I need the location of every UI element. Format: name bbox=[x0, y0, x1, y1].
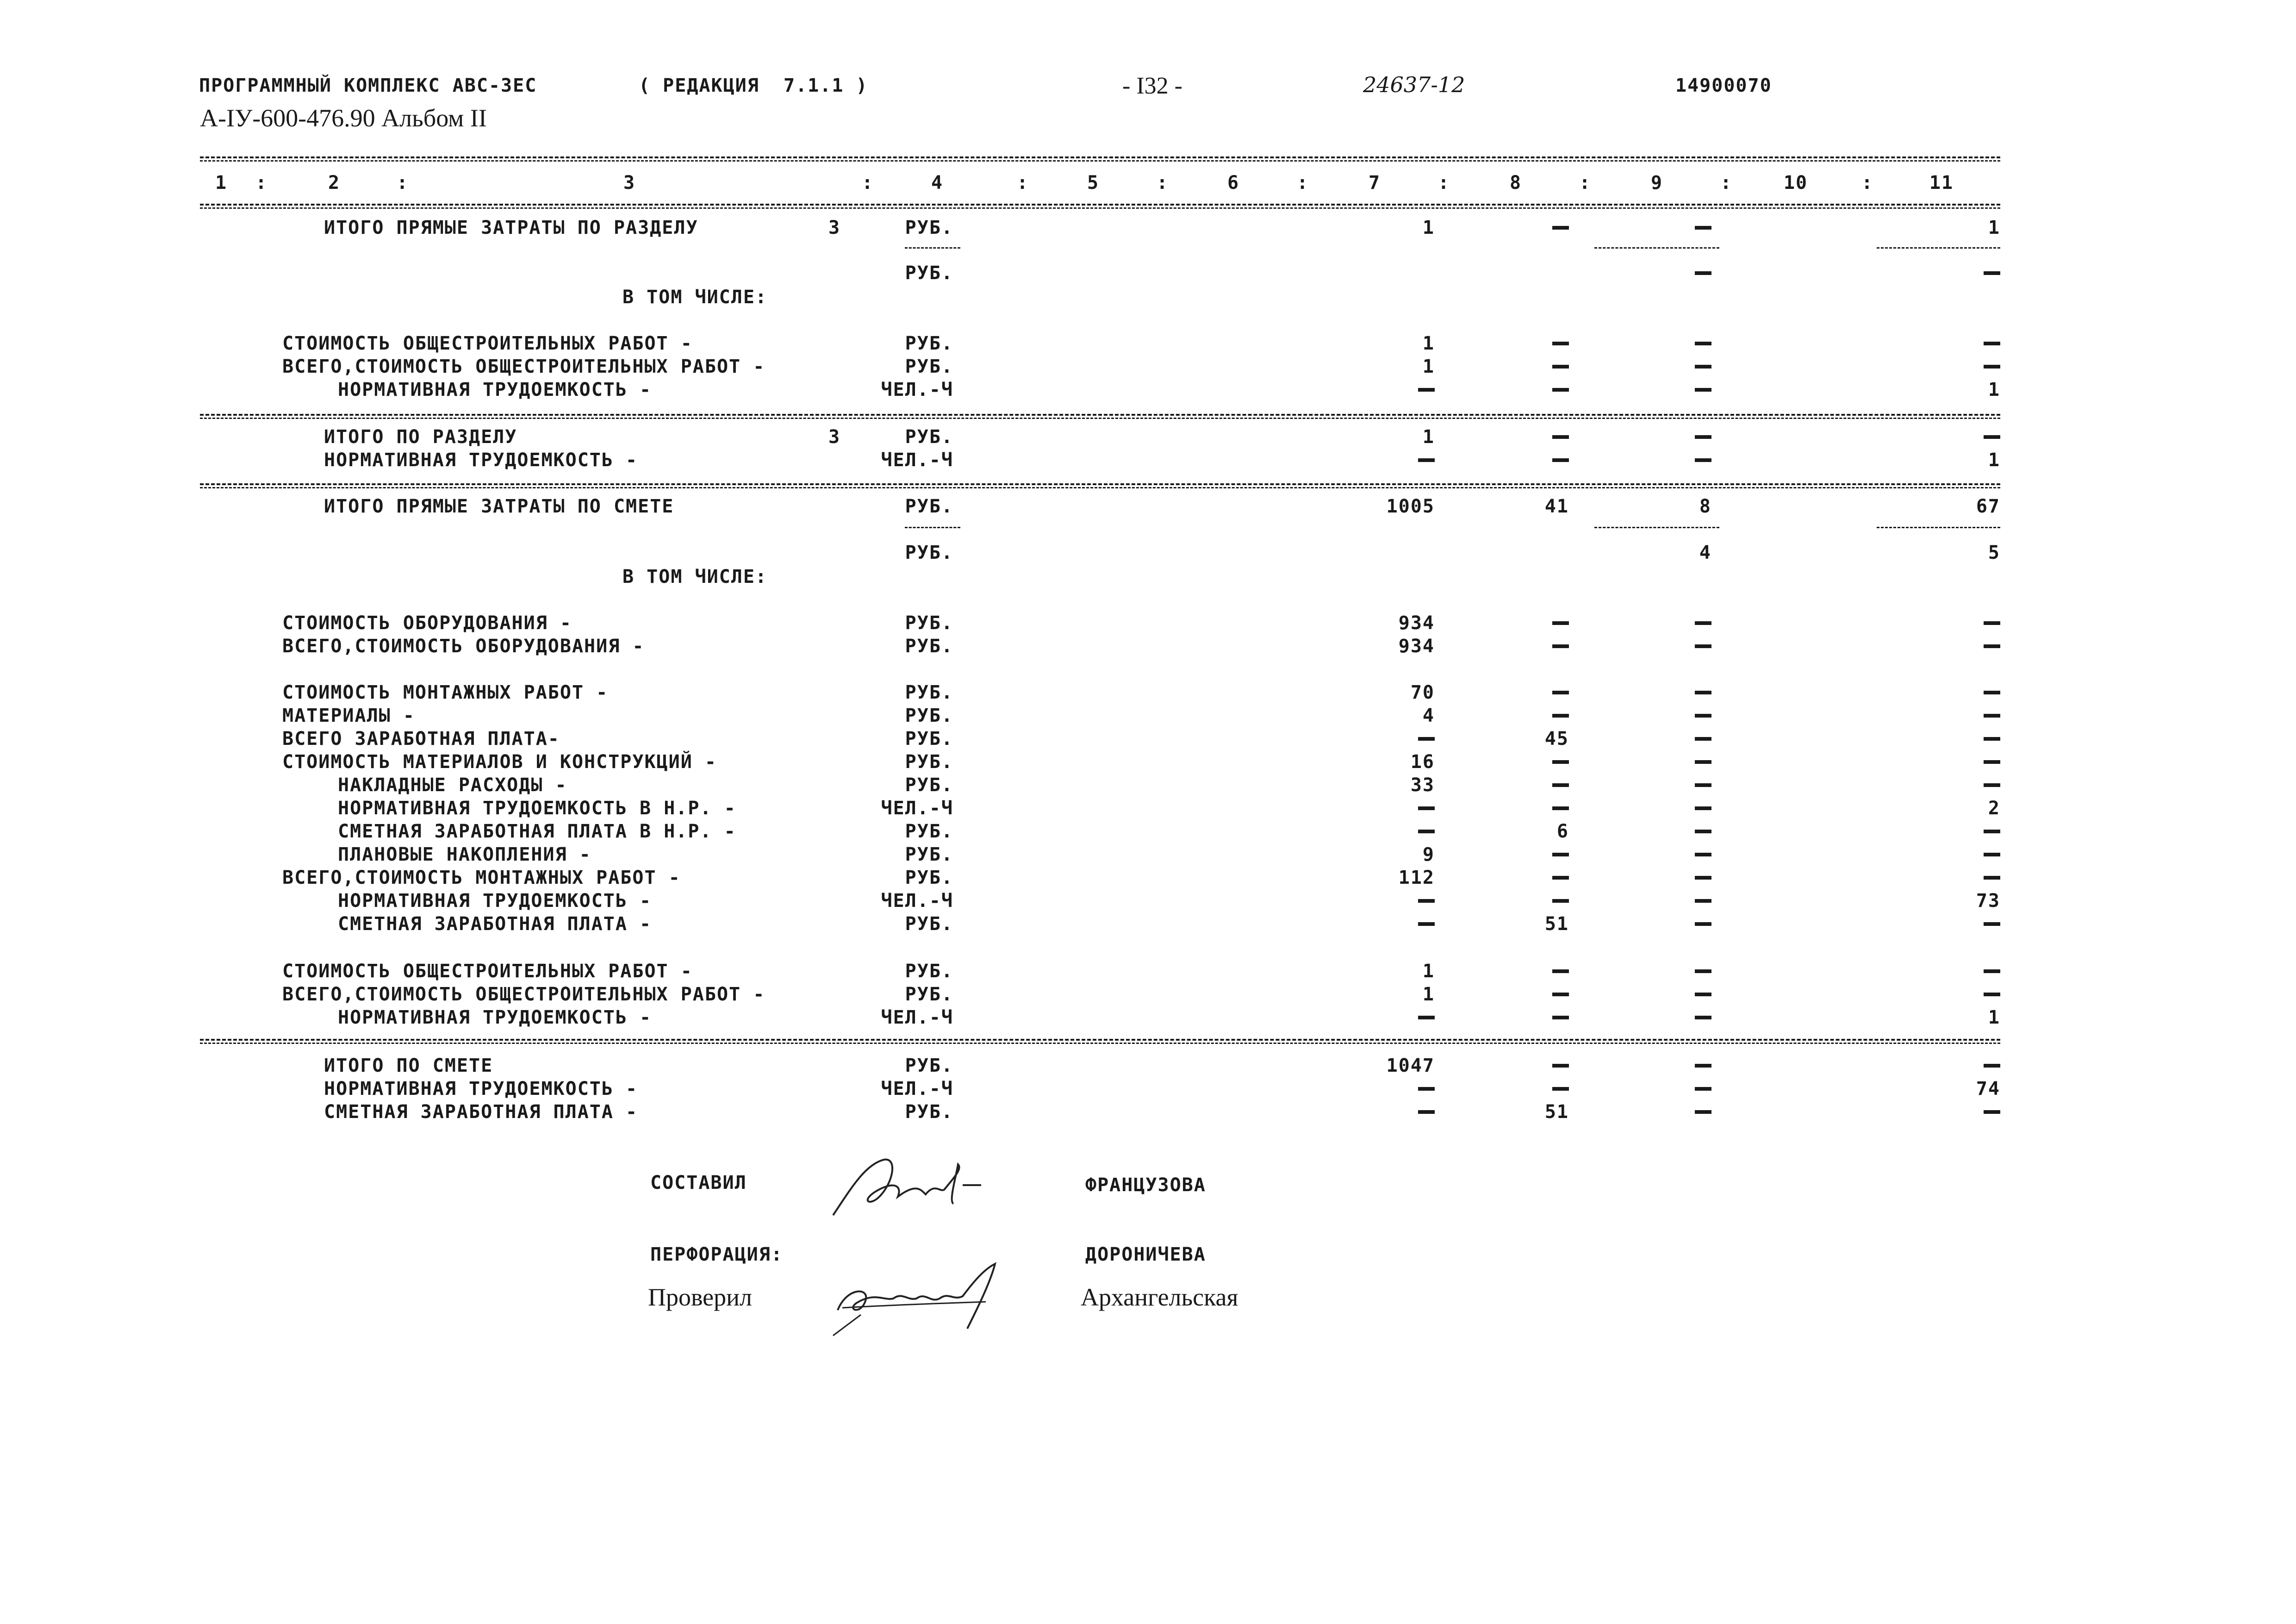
row-unit: РУБ. bbox=[905, 844, 953, 865]
dash-mark bbox=[1418, 1087, 1435, 1091]
section-rule bbox=[200, 414, 2000, 416]
row-value-c7: 112 bbox=[1398, 867, 1435, 888]
row-label: ВСЕГО,СТОИМОСТЬ МОНТАЖНЫХ РАБОТ - bbox=[282, 867, 681, 888]
dash-mark bbox=[1984, 342, 2000, 345]
row-unit: ЧЕЛ.-Ч bbox=[881, 1078, 953, 1099]
row-value-c7: 70 bbox=[1410, 682, 1435, 703]
row-value-c7: 1 bbox=[1422, 217, 1435, 238]
signature-compiled bbox=[824, 1150, 1009, 1224]
row-label: НАКЛАДНЫЕ РАСХОДЫ - bbox=[338, 775, 567, 796]
row-label: МАТЕРИАЛЫ - bbox=[282, 705, 415, 726]
row-value-c7: 1 bbox=[1422, 426, 1435, 448]
dash-mark bbox=[1984, 691, 2000, 694]
dash-mark bbox=[1984, 853, 2000, 856]
row-value-c7: 934 bbox=[1398, 612, 1435, 634]
row-value-c7: 1 bbox=[1422, 333, 1435, 354]
row-label: ИТОГО ПО РАЗДЕЛУ bbox=[324, 426, 517, 448]
dash-mark bbox=[1695, 271, 1711, 275]
row-unit: РУБ. bbox=[905, 1055, 953, 1076]
dash-mark bbox=[1552, 342, 1569, 345]
row-label: СТОИМОСТЬ ОБЩЕСТРОИТЕЛЬНЫХ РАБОТ - bbox=[282, 333, 693, 354]
checked-label: Проверил bbox=[648, 1283, 752, 1311]
dash-mark bbox=[1418, 458, 1435, 462]
row-value-c8: 51 bbox=[1544, 1101, 1569, 1123]
compiled-label: СОСТАВИЛ bbox=[650, 1172, 747, 1193]
row-value-c8: 6 bbox=[1556, 821, 1569, 842]
column-number: 8 bbox=[1509, 172, 1522, 194]
row-label: СТОИМОСТЬ ОБЩЕСТРОИТЕЛЬНЫХ РАБОТ - bbox=[282, 961, 693, 982]
row-label: В ТОМ ЧИСЛЕ: bbox=[622, 566, 767, 587]
dash-mark bbox=[1552, 691, 1569, 694]
dash-mark bbox=[1695, 388, 1711, 392]
row-label: В ТОМ ЧИСЛЕ: bbox=[622, 287, 767, 308]
column-separator: : bbox=[1296, 172, 1309, 194]
row-label: СТОИМОСТЬ ОБОРУДОВАНИЯ - bbox=[282, 612, 572, 634]
dash-mark bbox=[1552, 644, 1569, 648]
row-unit: ЧЕЛ.-Ч bbox=[881, 379, 953, 400]
row-unit: РУБ. bbox=[905, 356, 953, 377]
dash-mark bbox=[1984, 993, 2000, 996]
row-value-c7: 1 bbox=[1422, 356, 1435, 377]
row-unit: РУБ. bbox=[905, 636, 953, 657]
header-rule-bottom-2 bbox=[200, 207, 2000, 209]
dash-mark bbox=[1695, 969, 1711, 973]
row-unit: РУБ. bbox=[905, 217, 953, 238]
row-unit: ЧЕЛ.-Ч bbox=[881, 890, 953, 912]
row-value-c8: 51 bbox=[1544, 913, 1569, 935]
column-number: 4 bbox=[931, 172, 944, 194]
row-unit: РУБ. bbox=[905, 705, 953, 726]
row-section-number: 3 bbox=[828, 426, 841, 448]
dash-mark bbox=[1552, 365, 1569, 369]
dash-mark bbox=[1984, 714, 2000, 718]
header-rule-top bbox=[200, 156, 2000, 158]
dash-mark bbox=[1695, 876, 1711, 880]
row-value-c9: 8 bbox=[1699, 496, 1711, 517]
dash-mark bbox=[1552, 993, 1569, 996]
dash-mark bbox=[1695, 621, 1711, 625]
row-label: НОРМАТИВНАЯ ТРУДОЕМКОСТЬ - bbox=[338, 379, 652, 400]
row-value-c11: 1 bbox=[1988, 1007, 2000, 1028]
dash-mark bbox=[1552, 876, 1569, 880]
row-label: НОРМАТИВНАЯ ТРУДОЕМКОСТЬ - bbox=[338, 1007, 652, 1028]
row-value-c7: 1047 bbox=[1386, 1055, 1435, 1076]
dash-mark bbox=[1984, 435, 2000, 439]
dash-mark bbox=[1552, 853, 1569, 856]
row-unit: РУБ. bbox=[905, 867, 953, 888]
dash-mark bbox=[1552, 1064, 1569, 1068]
row-label: СТОИМОСТЬ МОНТАЖНЫХ РАБОТ - bbox=[282, 682, 609, 703]
dash-mark bbox=[1695, 1110, 1711, 1114]
row-unit: РУБ. bbox=[905, 426, 953, 448]
edition: ( РЕДАКЦИЯ 7.1.1 ) bbox=[639, 75, 868, 96]
row-unit: РУБ. bbox=[905, 682, 953, 703]
row-unit: РУБ. bbox=[905, 728, 953, 750]
dash-mark bbox=[1552, 458, 1569, 462]
dash-mark bbox=[1552, 388, 1569, 392]
row-value-c11: 1 bbox=[1988, 450, 2000, 471]
dash-mark bbox=[1695, 853, 1711, 856]
dash-mark bbox=[1984, 830, 2000, 833]
album-title: А-IУ-600-476.90 Альбом II bbox=[200, 104, 487, 132]
subtotal-rule bbox=[905, 247, 960, 249]
dash-mark bbox=[1984, 621, 2000, 625]
dash-mark bbox=[1984, 1110, 2000, 1114]
row-label: ИТОГО ПРЯМЫЕ ЗАТРАТЫ ПО РАЗДЕЛУ bbox=[324, 217, 698, 238]
column-separator: : bbox=[1579, 172, 1592, 194]
dash-mark bbox=[1552, 1016, 1569, 1019]
dash-mark bbox=[1695, 899, 1711, 903]
checked-name: Архангельская bbox=[1081, 1283, 1238, 1311]
row-value-c11: 1 bbox=[1988, 379, 2000, 400]
row-value-c8: 41 bbox=[1544, 496, 1569, 517]
perforation-name: ДОРОНИЧЕВА bbox=[1085, 1244, 1206, 1265]
column-number: 11 bbox=[1929, 172, 1954, 194]
row-unit: РУБ. bbox=[905, 612, 953, 634]
dash-mark bbox=[1695, 737, 1711, 741]
dash-mark bbox=[1418, 1016, 1435, 1019]
dash-mark bbox=[1984, 271, 2000, 275]
row-label: ВСЕГО,СТОИМОСТЬ ОБЩЕСТРОИТЕЛЬНЫХ РАБОТ - bbox=[282, 984, 765, 1005]
dash-mark bbox=[1418, 806, 1435, 810]
row-label: ВСЕГО,СТОИМОСТЬ ОБЩЕСТРОИТЕЛЬНЫХ РАБОТ - bbox=[282, 356, 765, 377]
row-unit: РУБ. bbox=[905, 751, 953, 773]
column-number: 5 bbox=[1087, 172, 1100, 194]
dash-mark bbox=[1695, 1016, 1711, 1019]
row-label: СМЕТНАЯ ЗАРАБОТНАЯ ПЛАТА - bbox=[324, 1101, 638, 1123]
dash-mark bbox=[1984, 1064, 2000, 1068]
dash-mark bbox=[1695, 458, 1711, 462]
row-value-c11: 5 bbox=[1988, 542, 2000, 563]
row-unit: ЧЕЛ.-Ч bbox=[881, 1007, 953, 1028]
row-value-c7: 1 bbox=[1422, 984, 1435, 1005]
doc-number: 24637-12 bbox=[1363, 72, 1465, 97]
dash-mark bbox=[1695, 226, 1711, 230]
column-separator: : bbox=[1861, 172, 1874, 194]
row-unit: РУБ. bbox=[905, 821, 953, 842]
dash-mark bbox=[1552, 621, 1569, 625]
dash-mark bbox=[1695, 342, 1711, 345]
column-number: 10 bbox=[1783, 172, 1808, 194]
row-label: СМЕТНАЯ ЗАРАБОТНАЯ ПЛАТА - bbox=[338, 913, 652, 935]
dash-mark bbox=[1552, 714, 1569, 718]
row-label: НОРМАТИВНАЯ ТРУДОЕМКОСТЬ - bbox=[324, 1078, 638, 1099]
column-separator: : bbox=[255, 172, 268, 194]
dash-mark bbox=[1695, 806, 1711, 810]
dash-mark bbox=[1695, 435, 1711, 439]
row-value-c9: 4 bbox=[1699, 542, 1711, 563]
dash-mark bbox=[1552, 899, 1569, 903]
row-label: ВСЕГО ЗАРАБОТНАЯ ПЛАТА- bbox=[282, 728, 560, 750]
row-label: СТОИМОСТЬ МАТЕРИАЛОВ И КОНСТРУКЦИЙ - bbox=[282, 751, 717, 773]
row-label: СМЕТНАЯ ЗАРАБОТНАЯ ПЛАТА В Н.Р. - bbox=[338, 821, 736, 842]
column-separator: : bbox=[1720, 172, 1733, 194]
subtotal-rule bbox=[905, 527, 960, 528]
dash-mark bbox=[1552, 435, 1569, 439]
dash-mark bbox=[1695, 783, 1711, 787]
dash-mark bbox=[1695, 365, 1711, 369]
dash-mark bbox=[1695, 644, 1711, 648]
row-value-c11: 1 bbox=[1988, 217, 2000, 238]
row-label: ПЛАНОВЫЕ НАКОПЛЕНИЯ - bbox=[338, 844, 591, 865]
column-number: 6 bbox=[1227, 172, 1240, 194]
dash-mark bbox=[1418, 899, 1435, 903]
section-rule bbox=[200, 483, 2000, 485]
subtotal-rule bbox=[1594, 247, 1719, 249]
dash-mark bbox=[1984, 969, 2000, 973]
perforation-label: ПЕРФОРАЦИЯ: bbox=[650, 1244, 783, 1265]
section-rule bbox=[200, 418, 2000, 419]
column-separator: : bbox=[1156, 172, 1169, 194]
row-value-c7: 16 bbox=[1410, 751, 1435, 773]
dash-mark bbox=[1984, 737, 2000, 741]
dash-mark bbox=[1552, 783, 1569, 787]
row-value-c7: 1005 bbox=[1386, 496, 1435, 517]
row-value-c7: 9 bbox=[1422, 844, 1435, 865]
row-value-c11: 74 bbox=[1976, 1078, 2000, 1099]
page-number: - I32 - bbox=[1122, 73, 1182, 99]
row-value-c11: 67 bbox=[1976, 496, 2000, 517]
compiled-name: ФРАНЦУЗОВА bbox=[1085, 1174, 1206, 1196]
subtotal-rule bbox=[1877, 527, 2000, 528]
dash-mark bbox=[1695, 1064, 1711, 1068]
row-value-c7: 33 bbox=[1410, 775, 1435, 796]
subtotal-rule bbox=[1594, 527, 1719, 528]
row-unit: РУБ. bbox=[905, 913, 953, 935]
dash-mark bbox=[1695, 922, 1711, 926]
column-number: 1 bbox=[215, 172, 228, 194]
row-label: ИТОГО ПРЯМЫЕ ЗАТРАТЫ ПО СМЕТЕ bbox=[324, 496, 674, 517]
row-label: НОРМАТИВНАЯ ТРУДОЕМКОСТЬ - bbox=[324, 450, 638, 471]
row-unit: РУБ. bbox=[905, 1101, 953, 1123]
column-number: 2 bbox=[328, 172, 341, 194]
dash-mark bbox=[1984, 365, 2000, 369]
dash-mark bbox=[1984, 760, 2000, 764]
row-label: НОРМАТИВНАЯ ТРУДОЕМКОСТЬ В Н.Р. - bbox=[338, 798, 736, 819]
dash-mark bbox=[1552, 226, 1569, 230]
row-unit: РУБ. bbox=[905, 542, 953, 563]
dash-mark bbox=[1695, 691, 1711, 694]
dash-mark bbox=[1552, 1087, 1569, 1091]
row-section-number: 3 bbox=[828, 217, 841, 238]
row-value-c7: 1 bbox=[1422, 961, 1435, 982]
column-separator: : bbox=[1437, 172, 1450, 194]
header-rule-bottom bbox=[200, 204, 2000, 206]
dash-mark bbox=[1552, 806, 1569, 810]
signature-checked bbox=[828, 1259, 1023, 1343]
header-rule-top-2 bbox=[200, 160, 2000, 162]
column-number: 3 bbox=[623, 172, 636, 194]
section-rule bbox=[200, 487, 2000, 488]
subtotal-rule bbox=[1877, 247, 2000, 249]
row-value-c8: 45 bbox=[1544, 728, 1569, 750]
program-title: ПРОГРАММНЫЙ КОМПЛЕКС АВС-3ЕС bbox=[199, 75, 537, 96]
dash-mark bbox=[1552, 969, 1569, 973]
row-label: НОРМАТИВНАЯ ТРУДОЕМКОСТЬ - bbox=[338, 890, 652, 912]
row-unit: РУБ. bbox=[905, 984, 953, 1005]
column-separator: : bbox=[396, 172, 409, 194]
row-label: ИТОГО ПО СМЕТЕ bbox=[324, 1055, 493, 1076]
dash-mark bbox=[1552, 760, 1569, 764]
column-separator: : bbox=[861, 172, 874, 194]
row-label: ВСЕГО,СТОИМОСТЬ ОБОРУДОВАНИЯ - bbox=[282, 636, 645, 657]
row-unit: РУБ. bbox=[905, 961, 953, 982]
dash-mark bbox=[1984, 922, 2000, 926]
dash-mark bbox=[1695, 993, 1711, 996]
column-number: 9 bbox=[1650, 172, 1663, 194]
dash-mark bbox=[1695, 830, 1711, 833]
dash-mark bbox=[1695, 714, 1711, 718]
dash-mark bbox=[1695, 1087, 1711, 1091]
dash-mark bbox=[1984, 644, 2000, 648]
row-unit: ЧЕЛ.-Ч bbox=[881, 450, 953, 471]
row-value-c7: 4 bbox=[1422, 705, 1435, 726]
dash-mark bbox=[1984, 783, 2000, 787]
row-unit: РУБ. bbox=[905, 333, 953, 354]
row-value-c11: 73 bbox=[1976, 890, 2000, 912]
column-separator: : bbox=[1016, 172, 1029, 194]
dash-mark bbox=[1418, 388, 1435, 392]
row-value-c7: 934 bbox=[1398, 636, 1435, 657]
dash-mark bbox=[1984, 876, 2000, 880]
dash-mark bbox=[1695, 760, 1711, 764]
row-unit: ЧЕЛ.-Ч bbox=[881, 798, 953, 819]
row-unit: РУБ. bbox=[905, 496, 953, 517]
doc-code: 14900070 bbox=[1675, 75, 1772, 96]
row-value-c11: 2 bbox=[1988, 798, 2000, 819]
section-rule bbox=[200, 1039, 2000, 1041]
row-unit: РУБ. bbox=[905, 775, 953, 796]
section-rule bbox=[200, 1043, 2000, 1044]
row-unit: РУБ. bbox=[905, 262, 953, 284]
column-number: 7 bbox=[1368, 172, 1381, 194]
